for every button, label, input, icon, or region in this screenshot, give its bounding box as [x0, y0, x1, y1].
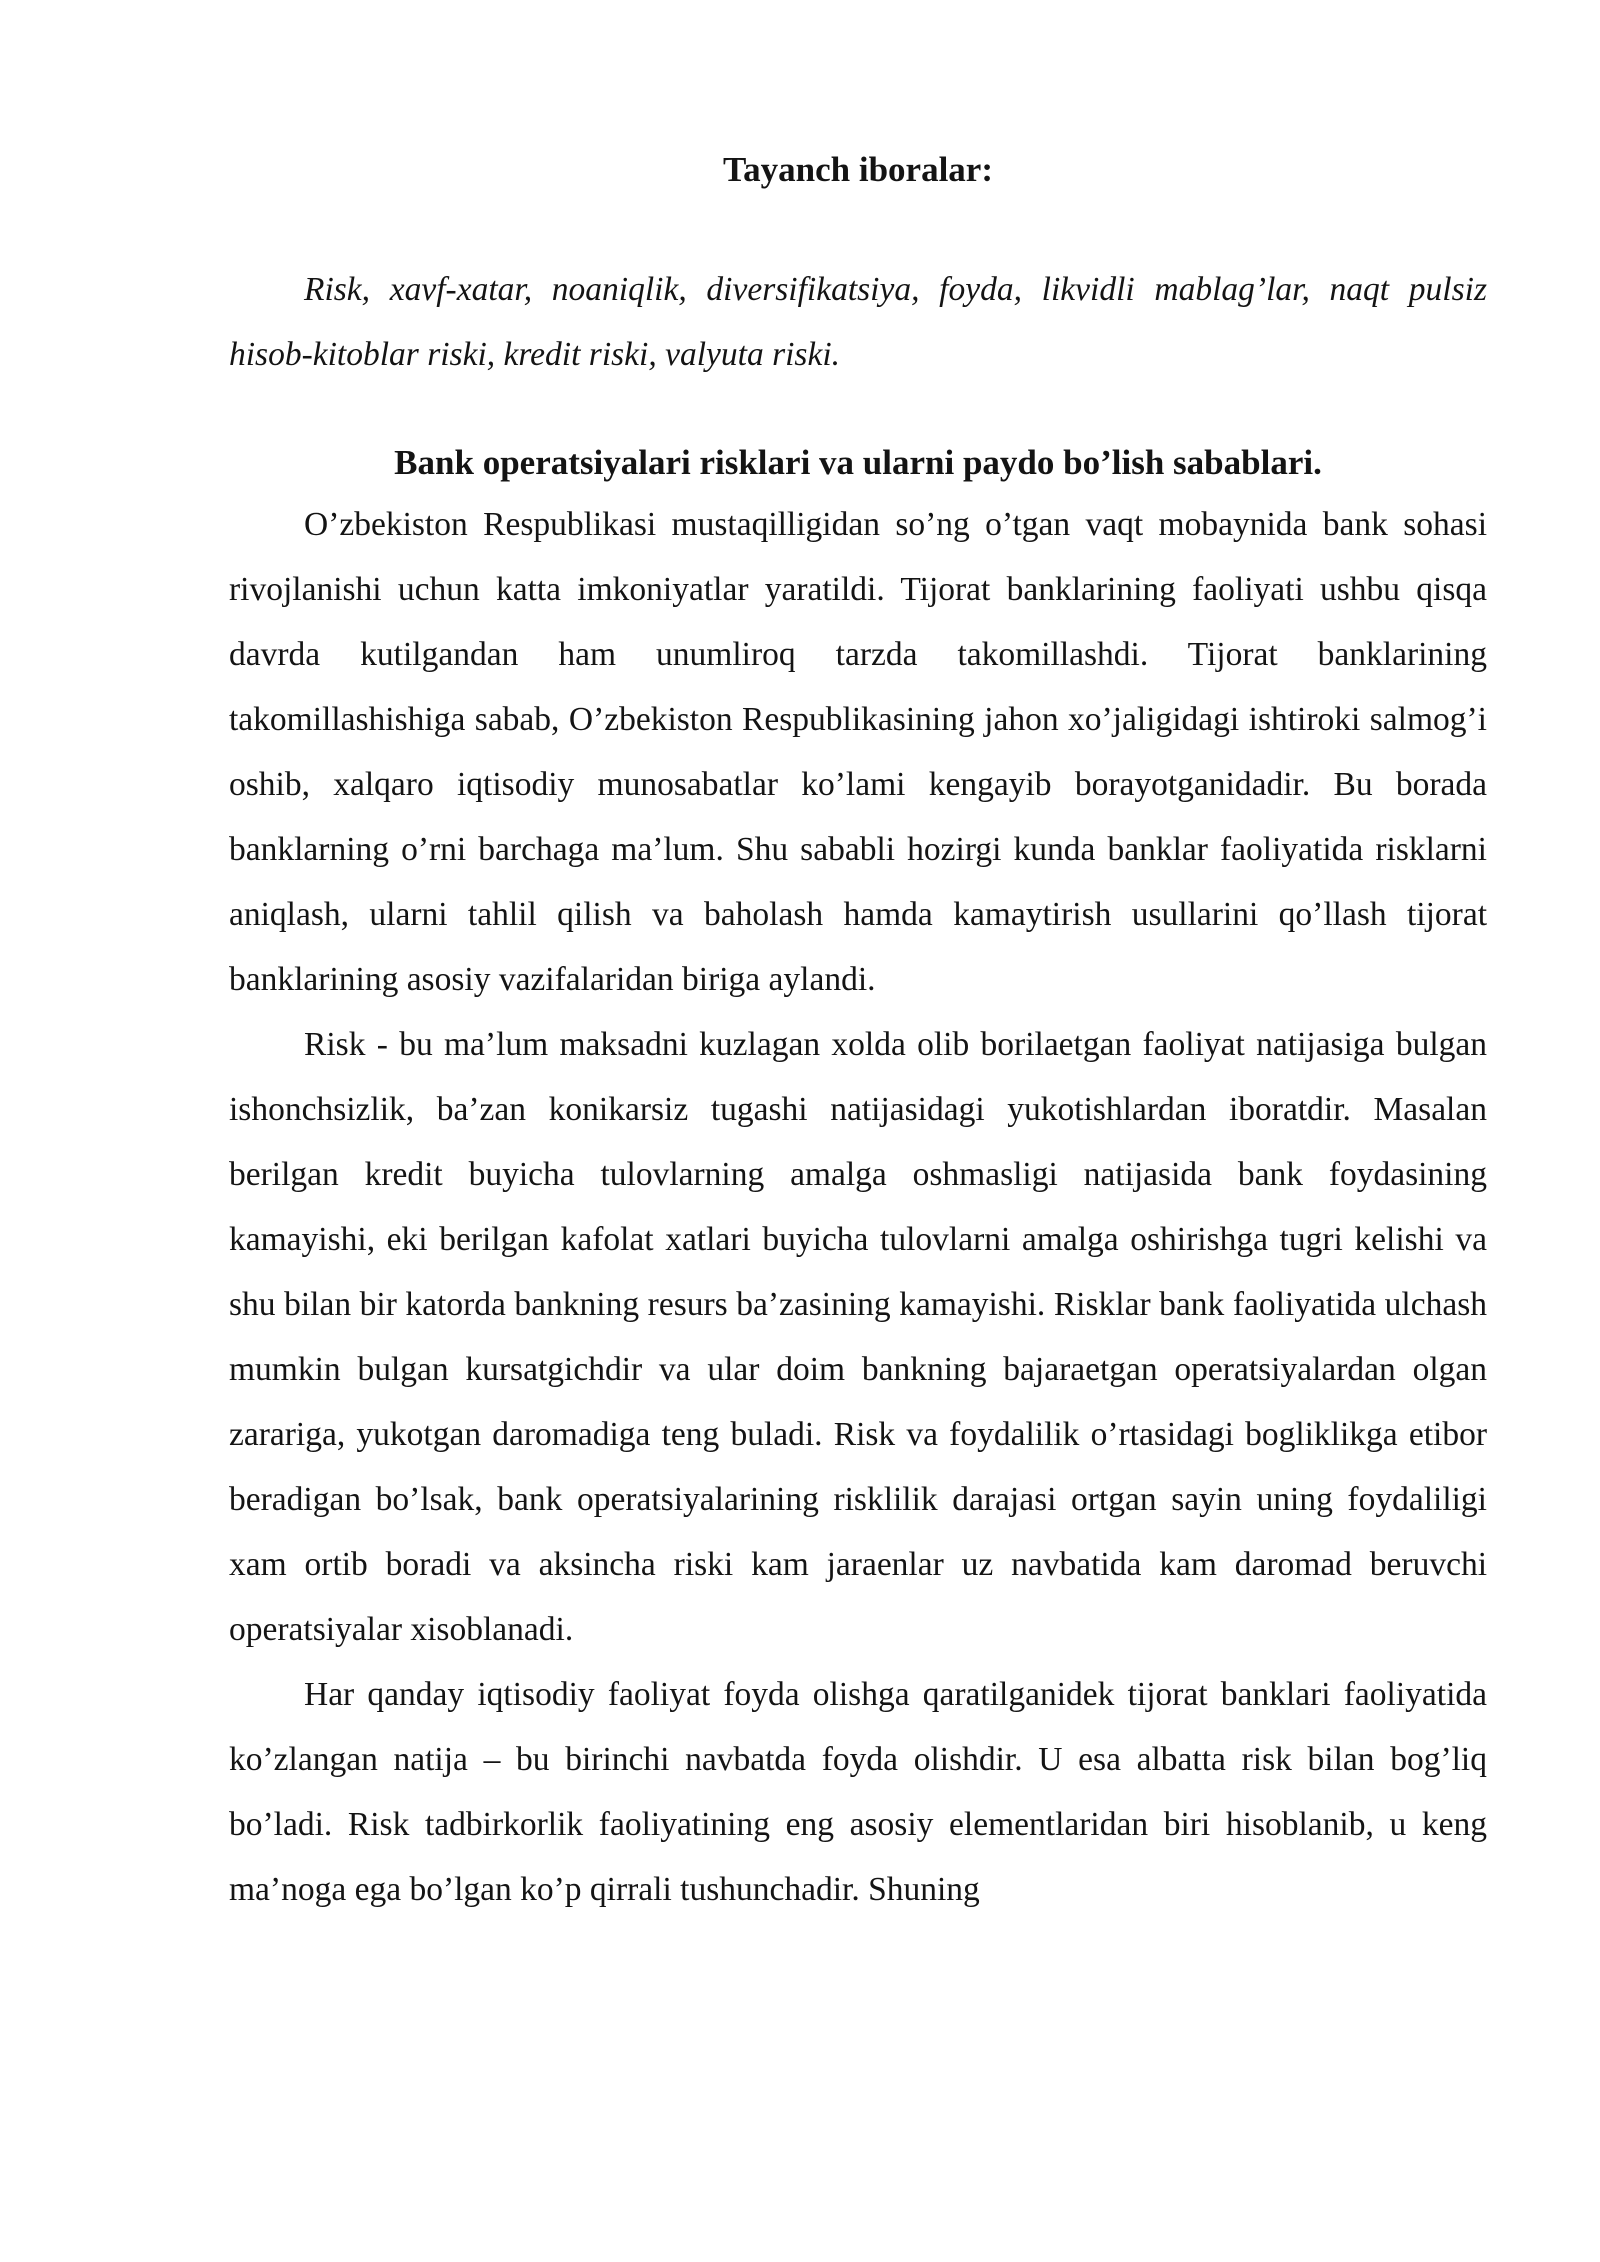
keywords-text: Risk, xavf-xatar, noaniqlik, diversifikatsiya, foyda, likvidli mablag’lar, naqt pulsiz hisob-kitoblar riski, kredit riski, valyuta riski.	[229, 271, 1487, 373]
paragraph-1: O’zbekiston Respublikasi mustaqilligidan so’ng o’tgan vaqt mobaynida bank sohasi rivojlanishi uchun katta imkoniyatlar yaratildi. Tijorat banklarining faoliyati ushbu qisqa davrda kutilgandan ham unumliroq tarzda takomillashdi. Tijorat banklarining takomillashishiga sabab, O’zbekiston Respublikasining jahon xo’jaligidagi ishtiroki salmog’i oshib, xalqaro iqtisodiy munosabatlar ko’lami kengayib borayotganidadir. Bu borada banklarning o’rni barchaga ma’lum. Shu sababli hozirgi kunda banklar faoliyatida risklarni aniqlash, ularni tahlil qilish va baholash hamda kamaytirish usullarini qo’llash tijorat banklarining asosiy vazifalaridan biriga aylandi.	[229, 506, 1487, 998]
section-title: Bank operatsiyalari risklari va ularni paydo bo’lish sabablari.	[394, 443, 1322, 482]
paragraph-3: Har qanday iqtisodiy faoliyat foyda olishga qaratilganidek tijorat banklari faoliyatida ko’zlangan natija – bu birinchi navbatda foyda olishdir. U esa albatta risk bilan bog’liq bo’ladi. Risk tadbirkorlik faoliyatining eng asosiy elementlaridan biri hisoblanib, u keng ma’noga ega bo’lgan ko’p qirrali tushunchadir. Shuning	[229, 1676, 1487, 1908]
page-content	[229, 150, 1487, 1922]
keywords-heading: Tayanch iboralar:	[723, 150, 993, 189]
paragraph-2: Risk - bu ma’lum maksadni kuzlagan xolda olib borilaetgan faoliyat natijasiga bulgan ishonchsizlik, ba’zan konikarsiz tugashi natijasidagi yukotishlardan iboratdir. Masalan berilgan kredit buyicha tulovlarning amalga oshmasligi natijasida bank foydasining kamayishi, eki berilgan kafolat xatlari buyicha tulovlarni amalga oshirishga tugri kelishi va shu bilan bir katorda bankning resurs ba’zasining kamayishi. Risklar bank faoliyatida ulchash mumkin bulgan kursatgichdir va ular doim bankning bajaraetgan operatsiyalardan olgan zarariga, yukotgan daromadiga teng buladi. Risk va foydalilik o’rtasidagi bogliklikga etibor beradigan bo’lsak, bank operatsiyalarining risklilik darajasi ortgan sayin uning foydaliligi xam ortib boradi va aksincha riski kam jaraenlar uz navbatida kam daromad beruvchi operatsiyalar xisoblanadi.	[229, 1026, 1487, 1648]
